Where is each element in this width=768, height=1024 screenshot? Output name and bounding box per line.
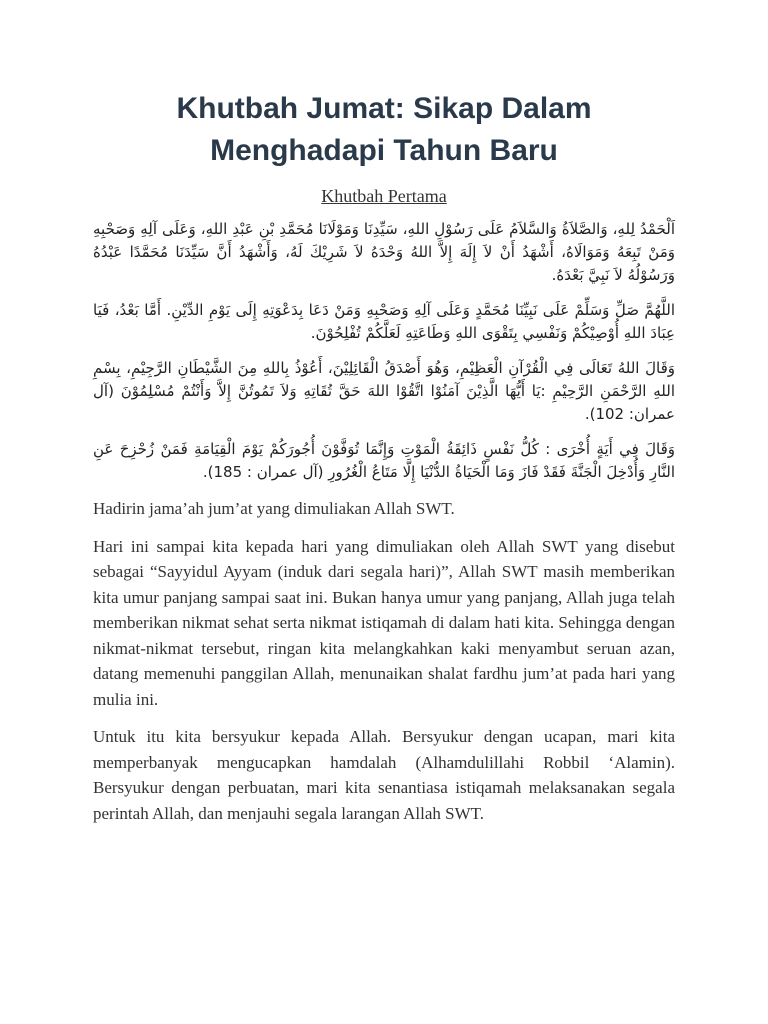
- section-heading: Khutbah Pertama: [321, 186, 447, 206]
- document-page: [93, 0, 675, 826]
- arabic-quran-verse-2: وَقَالَ فِي أَيَةٍ أُخْرَى : كُلُّ نَفْسٍ ذَائِقَةُ الْمَوْتِ وَإِنَّمَا تُوَفَّوْنَ أُجُورَكُمْ يَوْمَ الْقِيَامَةِ فَمَنْ زُحْزِحَ عَنِ النَّارِ وَأُدْخِلَ الْجَنَّةَ فَقَدْ فَازَ وَمَا الْحَيَاةُ الدُّنْيَا إِلَّا مَتَاعُ الْغُرُورِ (آل عمران : 185).: [93, 440, 675, 481]
- arabic-quran-verse-1: وَقَالَ اللهُ تَعَالَى فِي الْقُرْآنِ الْعَظِيْمِ، وَهُوَ أَصْدَقُ الْقَائِلِيْنَ، أَعُوْذُ بِاللهِ مِنَ الشَّيْطَانِ الرَّجِيْمِ، بِسْمِ اللهِ الرَّحْمَنِ الرَّحِيْمِ :يَا أَيُّهَا الَّذِيْنَ آمَنُوْا اتَّقُوْا اللهَ حَقَّ تُقَاتِهِ وَلاَ تَمُوتُنَّ إِلاَّ وَأَنْتُمْ مُسْلِمُوْنَ (آل عمران: 102).: [93, 359, 675, 423]
- arabic-opening-praise: اَلْحَمْدُ لِلهِ، وَالصَّلاَةُ وَالسَّلاَمُ عَلَى رَسُوْلِ اللهِ، سَيِّدِنَا وَمَوْلَانَا مُحَمَّدِ بْنِ عَبْدِ اللهِ، وَعَلَى آلِهِ وَصَحْبِهِ وَمَنْ تَبِعَهُ وَمَوَالَاهُ، أَشْهَدُ أَنْ لاَ إِلَهَ إِلاَّ اللهُ وَحْدَهُ لاَ شَرِيْكَ لَهُ، وَأَشْهَدُ أَنَّ سَيِّدَنَا مُحَمَّدًا عَبْدُهُ وَرَسُوْلُهُ لاَ نَبِيَّ بَعْدَهُ.: [93, 220, 675, 284]
- paragraph-greeting: Hadirin jama’ah jum’at yang dimuliakan Allah SWT.: [93, 499, 455, 518]
- page-title: Khutbah Jumat: Sikap Dalam Menghadapi Tahun Baru: [176, 92, 592, 167]
- arabic-salawat: اللَّهُمَّ صَلِّ وَسَلِّمْ عَلَى نَبِيِّنَا مُحَمَّدٍ وَعَلَى آلِهِ وَصَحْبِهِ وَمَنْ دَعَا بِدَعْوَتِهِ إِلَى يَوْمِ الدِّيْنِ. أَمَّا بَعْدُ، فَيَا عِبَادَ اللهِ أُوْصِيْكُمْ وَنَفْسِي بِتَقْوَى اللهِ وَطَاعَتِهِ لَعَلَّكُمْ تُفْلِحُوْنَ.: [93, 301, 675, 342]
- paragraph-body-2: Untuk itu kita bersyukur kepada Allah. Bersyukur dengan ucapan, mari kita memperbanyak mengucapkan hamdalah (Alhamdulillahi Robbil ‘Alamin). Bersyukur dengan perbuatan, mari kita senantiasa istiqamah melaksanakan segala perintah Allah, dan menjauhi segala larangan Allah SWT.: [93, 727, 675, 823]
- paragraph-body-1: Hari ini sampai kita kepada hari yang dimuliakan oleh Allah SWT yang disebut sebagai “Sayyidul Ayyam (induk dari segala hari)”, Allah SWT masih memberikan kita umur panjang sampai saat ini. Bukan hanya umur yang panjang, Allah juga telah memberikan nikmat sehat serta nikmat istiqamah di dalam hati kita. Sehingga dengan nikmat-nikmat tersebut, ringan kita melangkahkan kaki menyambut seruan azan, datang memenuhi panggilan Allah, menunaikan shalat fardhu jum’at pada hari yang mulia ini.: [93, 536, 675, 709]
